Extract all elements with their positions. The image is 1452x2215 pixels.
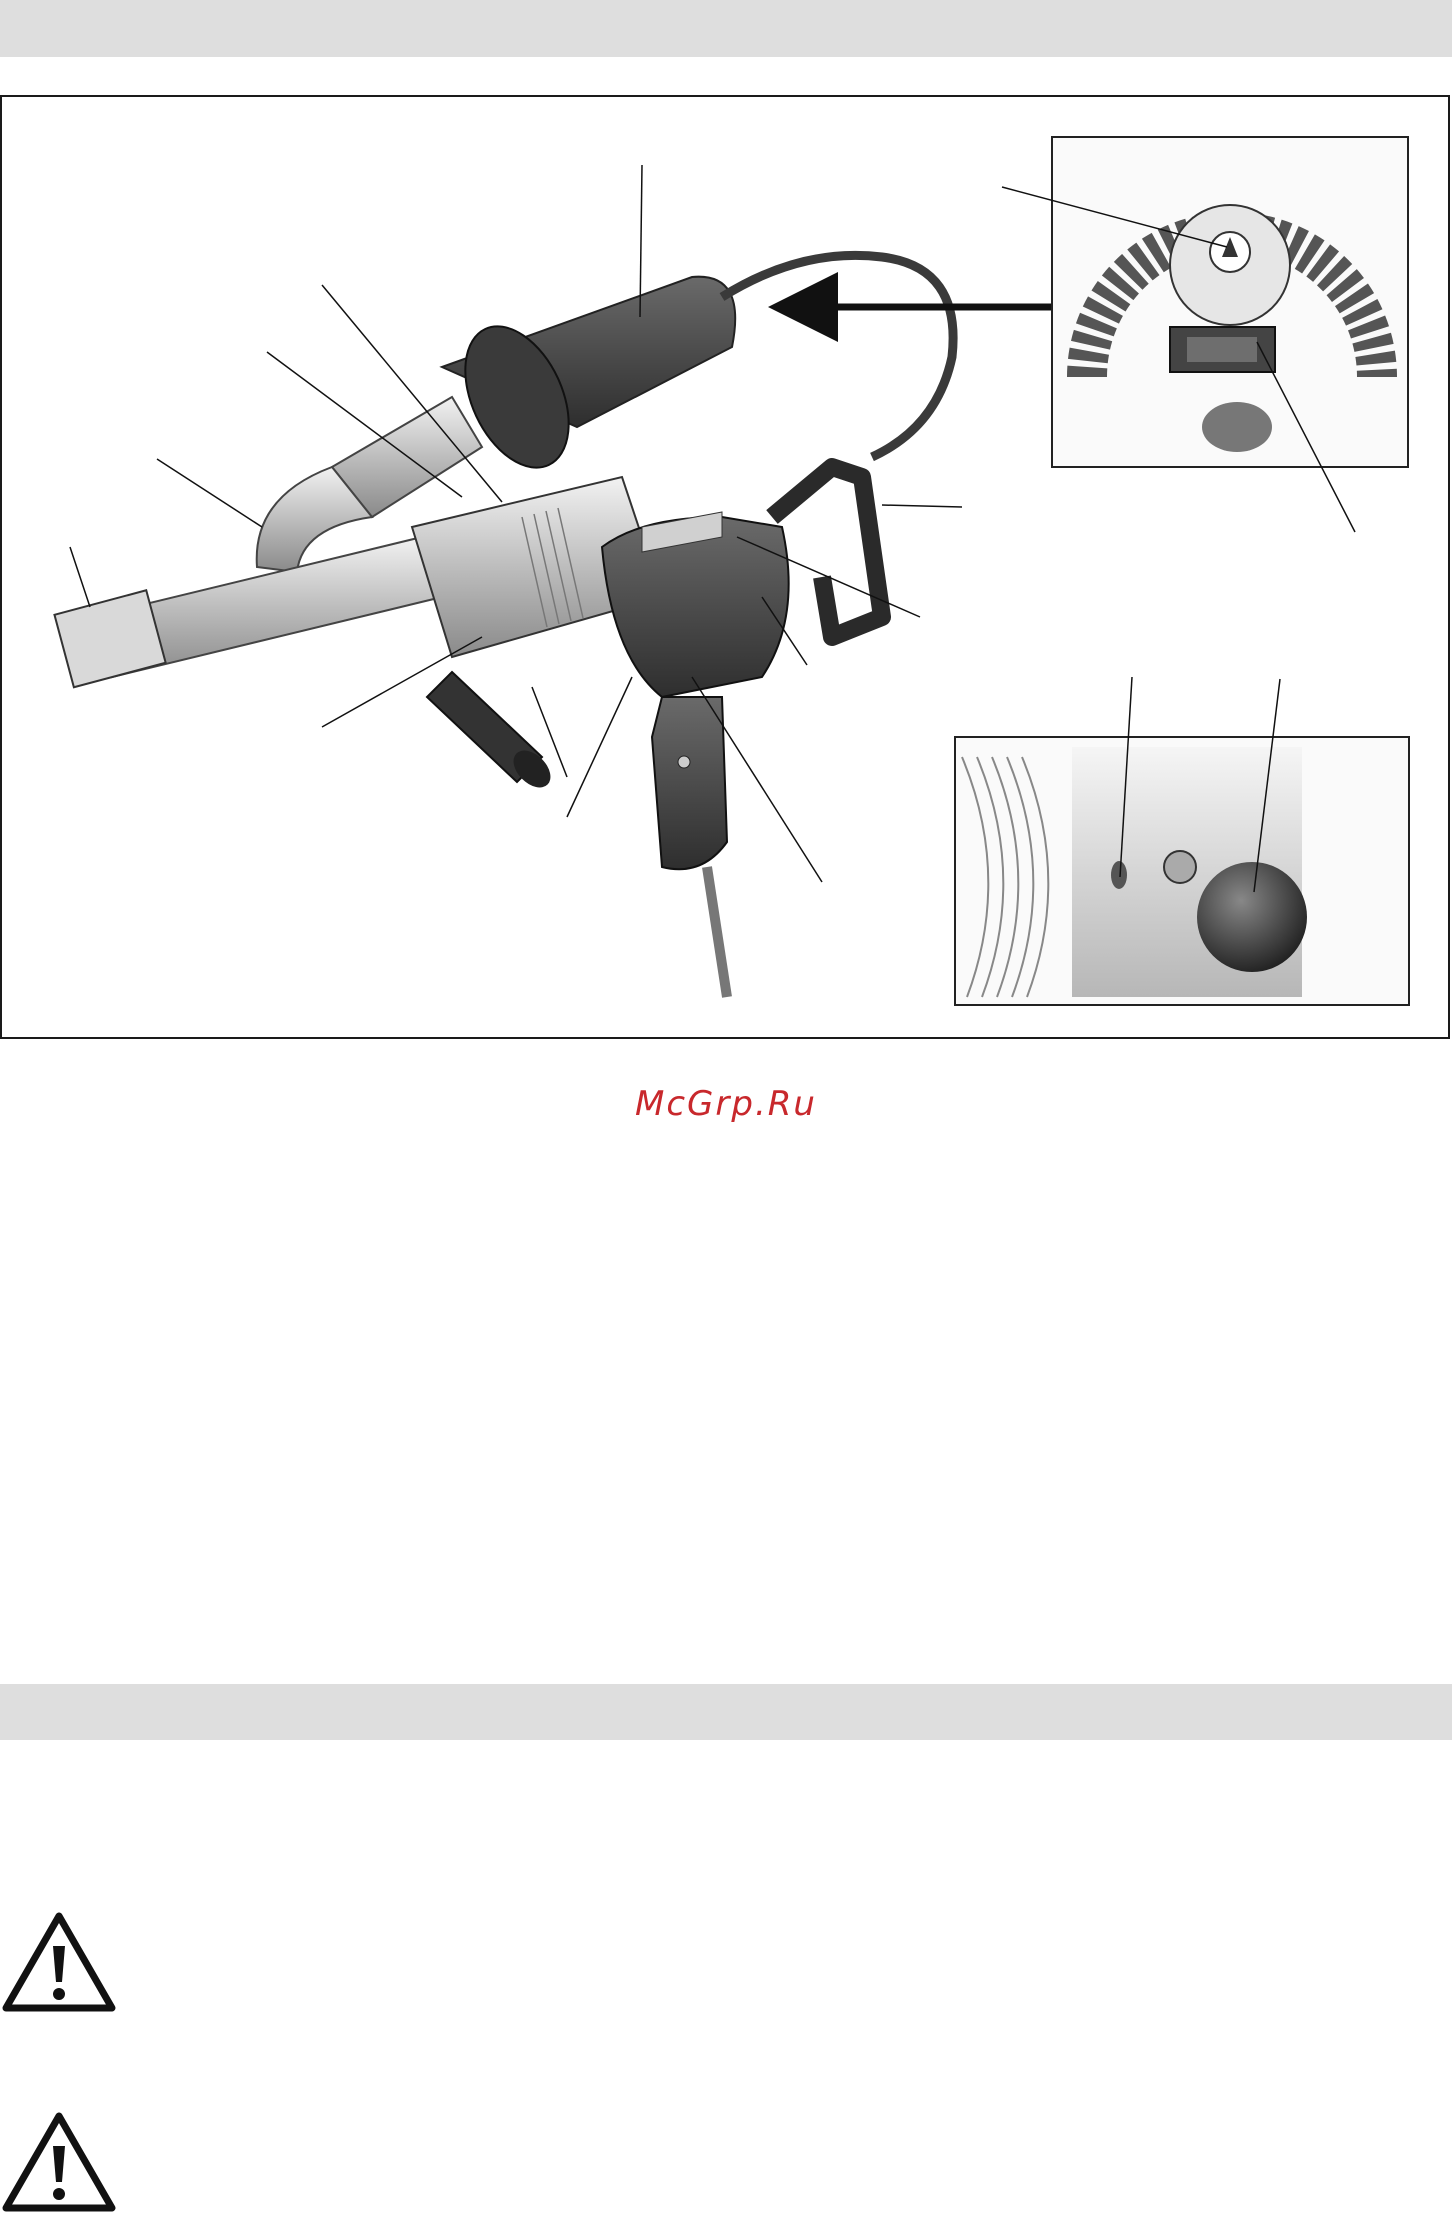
- inset-adjustment-knob: [955, 737, 1409, 1005]
- pistol-grip: [652, 697, 727, 997]
- inset-temperature-dial: [1052, 137, 1408, 467]
- motor-housing: [602, 512, 789, 697]
- warning-triangle-icon: [0, 2110, 118, 2214]
- device-figure: [0, 95, 1450, 1039]
- extruder-illustration: [2, 97, 1448, 1037]
- header-bar: [0, 0, 1452, 57]
- side-grip: [427, 672, 557, 794]
- warning-triangle-icon: [0, 1910, 118, 2014]
- watermark: McGrp.Ru: [635, 1084, 817, 1124]
- rear-handle: [772, 467, 882, 637]
- section-header-bar: [0, 1684, 1452, 1740]
